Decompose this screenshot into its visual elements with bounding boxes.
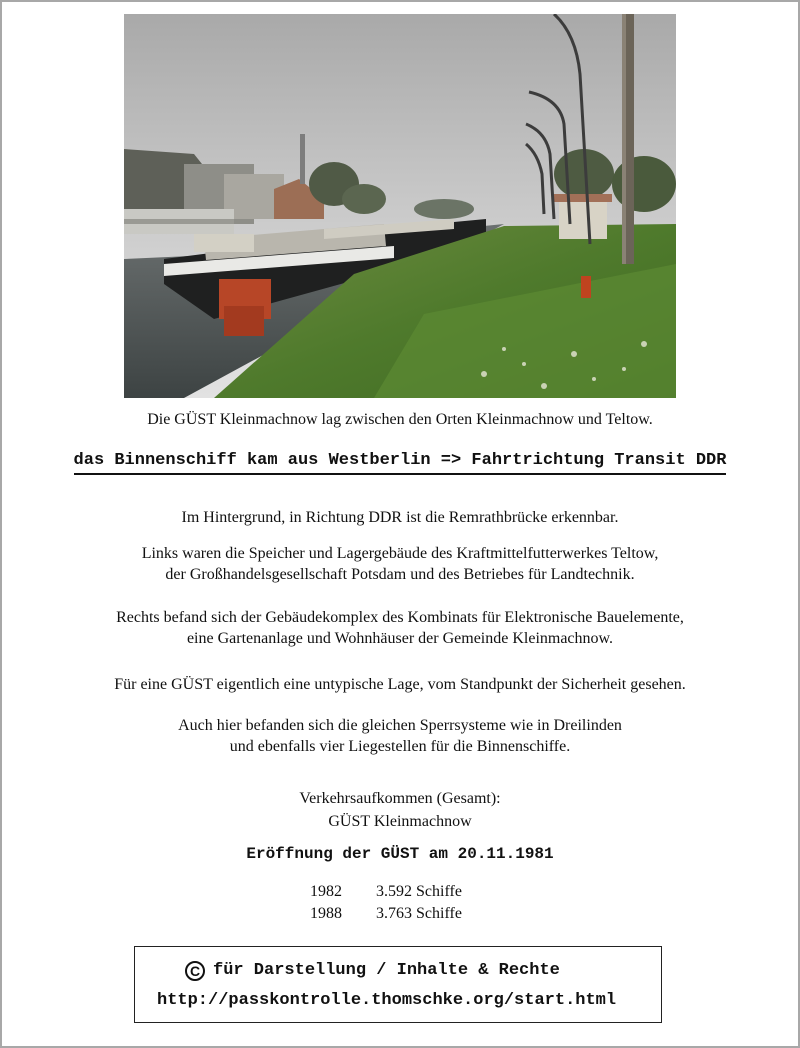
paragraph-line: und ebenfalls vier Liegestellen für die Binnenschiffe.: [229, 738, 571, 755]
paragraph-right-buildings: [0, 607, 800, 649]
paragraph-bridge: [0, 507, 800, 528]
paragraph-location: [0, 674, 800, 695]
traffic-title: Verkehrsaufkommen (Gesamt):: [299, 790, 501, 807]
paragraph-line: Für eine GÜST eigentlich eine untypische Lage, vom Standpunkt der Sicherheit gesehen.: [114, 676, 686, 693]
paragraph-left-buildings: [0, 543, 800, 585]
copyright-url[interactable]: http://passkontrolle.thomschke.org/start.html: [157, 991, 617, 1010]
paragraph-barriers: [0, 715, 800, 757]
traffic-heading: [0, 787, 800, 833]
stats-year: 1982: [310, 883, 342, 900]
paragraph-line: Auch hier befanden sich die gleichen Sperrsysteme wie in Dreilinden: [178, 717, 622, 734]
opening-date: Eröffnung der GÜST am 20.11.1981: [246, 845, 554, 863]
copyright-icon: C: [185, 961, 205, 981]
stats-value: 3.592 Schiffe: [376, 883, 462, 900]
headline: [0, 451, 800, 470]
paragraph-line: Links waren die Speicher und Lagergebäude des Kraftmittelfutterwerkes Teltow,: [141, 545, 659, 562]
photo-caption: Die GÜST Kleinmachnow lag zwischen den Orten Kleinmachnow und Teltow.: [147, 411, 653, 428]
traffic-place: GÜST Kleinmachnow: [328, 813, 472, 830]
copyright-label: für Darstellung / Inhalte & Rechte: [213, 961, 560, 980]
copyright-box: [134, 946, 662, 1023]
paragraph-line: Rechts befand sich der Gebäudekomplex des Kombinats für Elektronische Bauelemente,: [116, 609, 684, 626]
paragraph-line: Im Hintergrund, in Richtung DDR ist die Remrathbrücke erkennbar.: [181, 509, 619, 526]
stats-row: [310, 903, 462, 925]
canal-barge-photo: [124, 14, 676, 398]
stats-row: [310, 881, 462, 903]
stats-value: 3.763 Schiffe: [376, 905, 462, 922]
copyright-line: [185, 961, 560, 981]
headline-text: das Binnenschiff kam aus Westberlin => Fahrtrichtung Transit DDR: [74, 451, 727, 475]
stats-year: 1988: [310, 905, 342, 922]
paragraph-line: eine Gartenanlage und Wohnhäuser der Gemeinde Kleinmachnow.: [186, 630, 614, 647]
traffic-stats: [310, 881, 462, 925]
paragraph-line: der Großhandelsgesellschaft Potsdam und des Betriebes für Landtechnik.: [165, 566, 635, 583]
